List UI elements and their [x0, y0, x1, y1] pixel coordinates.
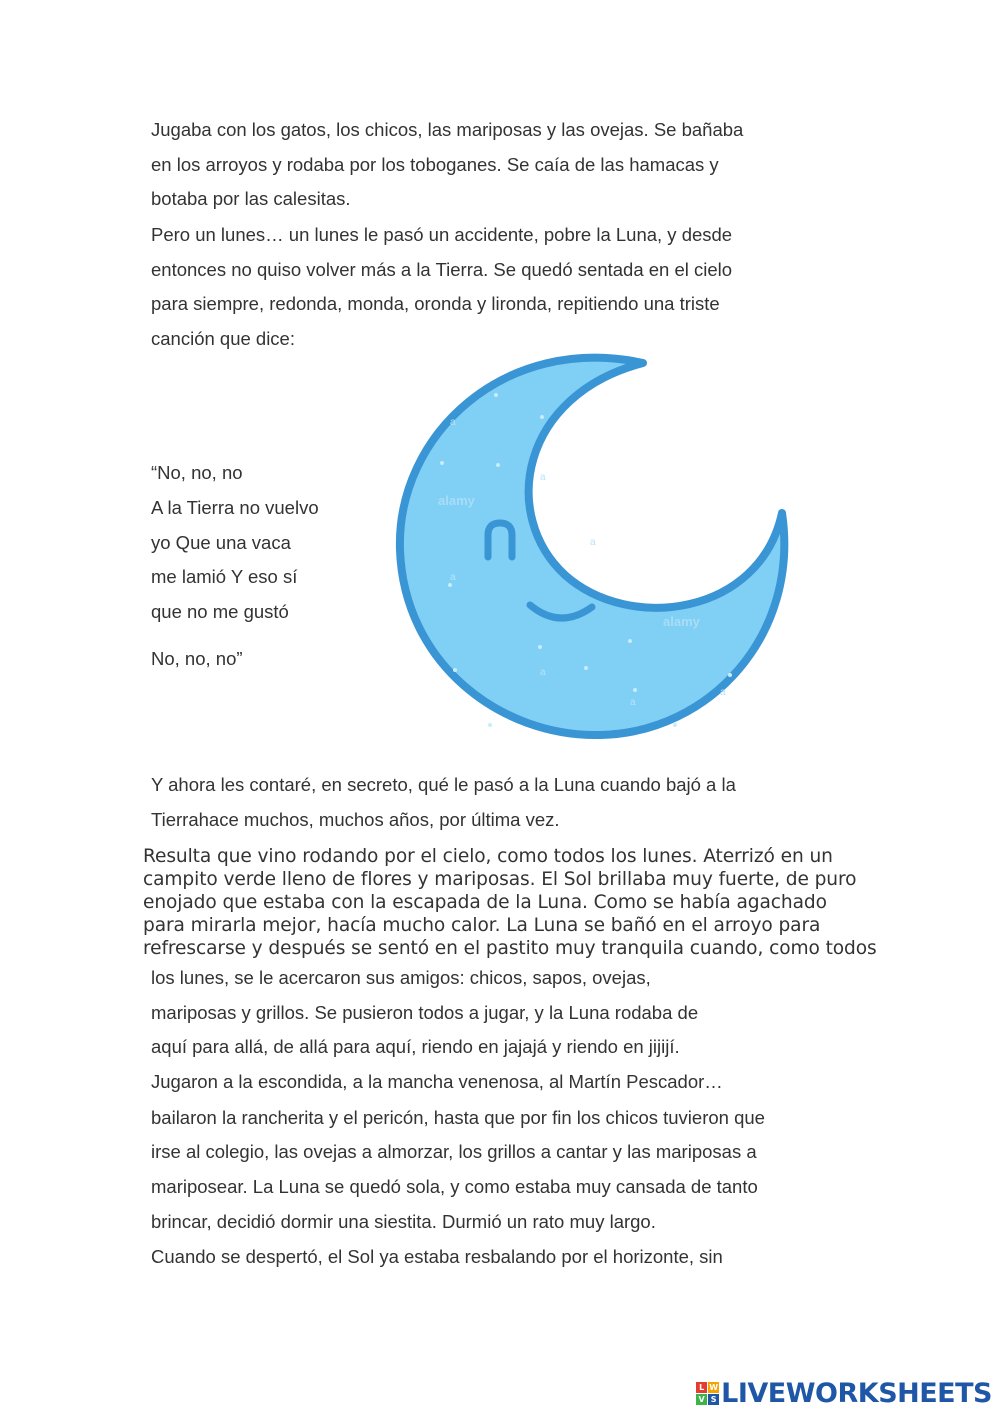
text-line: refrescarse y después se sentó en el pastito muy tranquila cuando, como todos	[143, 938, 877, 959]
logo-letter: W	[709, 1382, 719, 1392]
watermark-letter: a	[720, 687, 726, 698]
text-line: los lunes, se le acercaron sus amigos: chicos, sapos, ovejas,	[151, 967, 651, 988]
text-line: Pero un lunes… un lunes le pasó un accidente, pobre la Luna, y desde	[151, 224, 733, 245]
text-line: Jugaba con los gatos, los chicos, las mariposas y las ovejas. Se bañaba	[151, 119, 744, 140]
logo-mark-icon	[696, 1382, 719, 1405]
text-line: campito verde lleno de flores y mariposas. El Sol brillaba muy fuerte, de puro	[143, 869, 857, 890]
watermark-letter: a	[590, 537, 596, 548]
text-line: botaba por las calesitas.	[151, 188, 351, 209]
text-line: mariposear. La Luna se quedó sola, y como estaba muy cansada de tanto	[151, 1176, 758, 1197]
moon-dot	[540, 415, 544, 419]
watermark-letter: a	[540, 667, 546, 678]
text-line: entonces no quiso volver más a la Tierra. Se quedó sentada en el cielo	[151, 259, 733, 280]
moon-dot	[496, 463, 500, 467]
text-line: brincar, decidió dormir una siestita. Durmió un rato muy largo.	[151, 1211, 656, 1232]
text-line: bailaron la rancherita y el pericón, hasta que por fin los chicos tuvieron que	[151, 1107, 765, 1128]
song-line: No, no, no”	[151, 648, 243, 669]
logo-letter: S	[708, 1394, 719, 1405]
text-line: canción que dice:	[151, 328, 295, 349]
text-line: Y ahora les contaré, en secreto, qué le pasó a la Luna cuando bajó a la	[151, 774, 736, 795]
song-line: A la Tierra no vuelvo	[151, 497, 319, 518]
logo-letter: L	[696, 1382, 707, 1393]
moon-dot	[633, 688, 637, 692]
watermark-letter: a	[540, 472, 546, 483]
watermark-letter: a	[450, 572, 456, 583]
text-line: para siempre, redonda, monda, oronda y lironda, repitiendo una triste	[151, 293, 720, 314]
text-line: irse al colegio, las ovejas a almorzar, los grillos a cantar y las mariposas a	[151, 1141, 757, 1162]
text-line: Cuando se despertó, el Sol ya estaba resbalando por el horizonte, sin	[151, 1246, 723, 1267]
watermark-1: alamy	[438, 493, 475, 508]
moon-dot	[440, 461, 444, 465]
moon-dot	[728, 673, 732, 677]
moon-dot	[448, 583, 452, 587]
watermark-letter: a	[630, 697, 636, 708]
text-line: Resulta que vino rodando por el cielo, como todos los lunes. Aterrizó en un	[143, 846, 833, 867]
moon-dot	[584, 666, 588, 670]
logo-letter: V	[696, 1394, 707, 1405]
liveworksheets-logo	[696, 1376, 992, 1410]
watermark-2: alamy	[663, 614, 700, 629]
text-line: para mirarla mejor, hacía mucho calor. La Luna se bañó en el arroyo para	[143, 915, 821, 936]
song-line: “No, no, no	[151, 462, 243, 483]
moon-dot	[628, 639, 632, 643]
moon-dot	[538, 645, 542, 649]
moon-dot	[453, 668, 457, 672]
song-line: me lamió Y eso sí	[151, 566, 298, 587]
text-line: en los arroyos y rodaba por los toboganes. Se caía de las hamacas y	[151, 154, 719, 175]
logo-text: LIVEWORKSHEETS	[721, 1377, 992, 1409]
moon-dot	[673, 723, 677, 727]
watermark-letter: a	[450, 417, 456, 428]
text-line: mariposas y grillos. Se pusieron todos a jugar, y la Luna rodaba de	[151, 1002, 699, 1023]
text-line: enojado que estaba con la escapada de la Luna. Como se había agachado	[143, 892, 827, 913]
song-line: que no me gustó	[151, 601, 289, 622]
moon-dot	[488, 723, 492, 727]
song-line: yo Que una vaca	[151, 532, 291, 553]
text-line: Jugaron a la escondida, a la mancha venenosa, al Martín Pescador…	[151, 1071, 723, 1092]
text-line: Tierrahace muchos, muchos años, por última vez.	[151, 809, 560, 830]
moon-dot	[494, 393, 498, 397]
crescent-moon-illustration	[380, 345, 800, 745]
text-line: aquí para allá, de allá para aquí, riendo en jajajá y riendo en jijijí.	[151, 1036, 680, 1057]
